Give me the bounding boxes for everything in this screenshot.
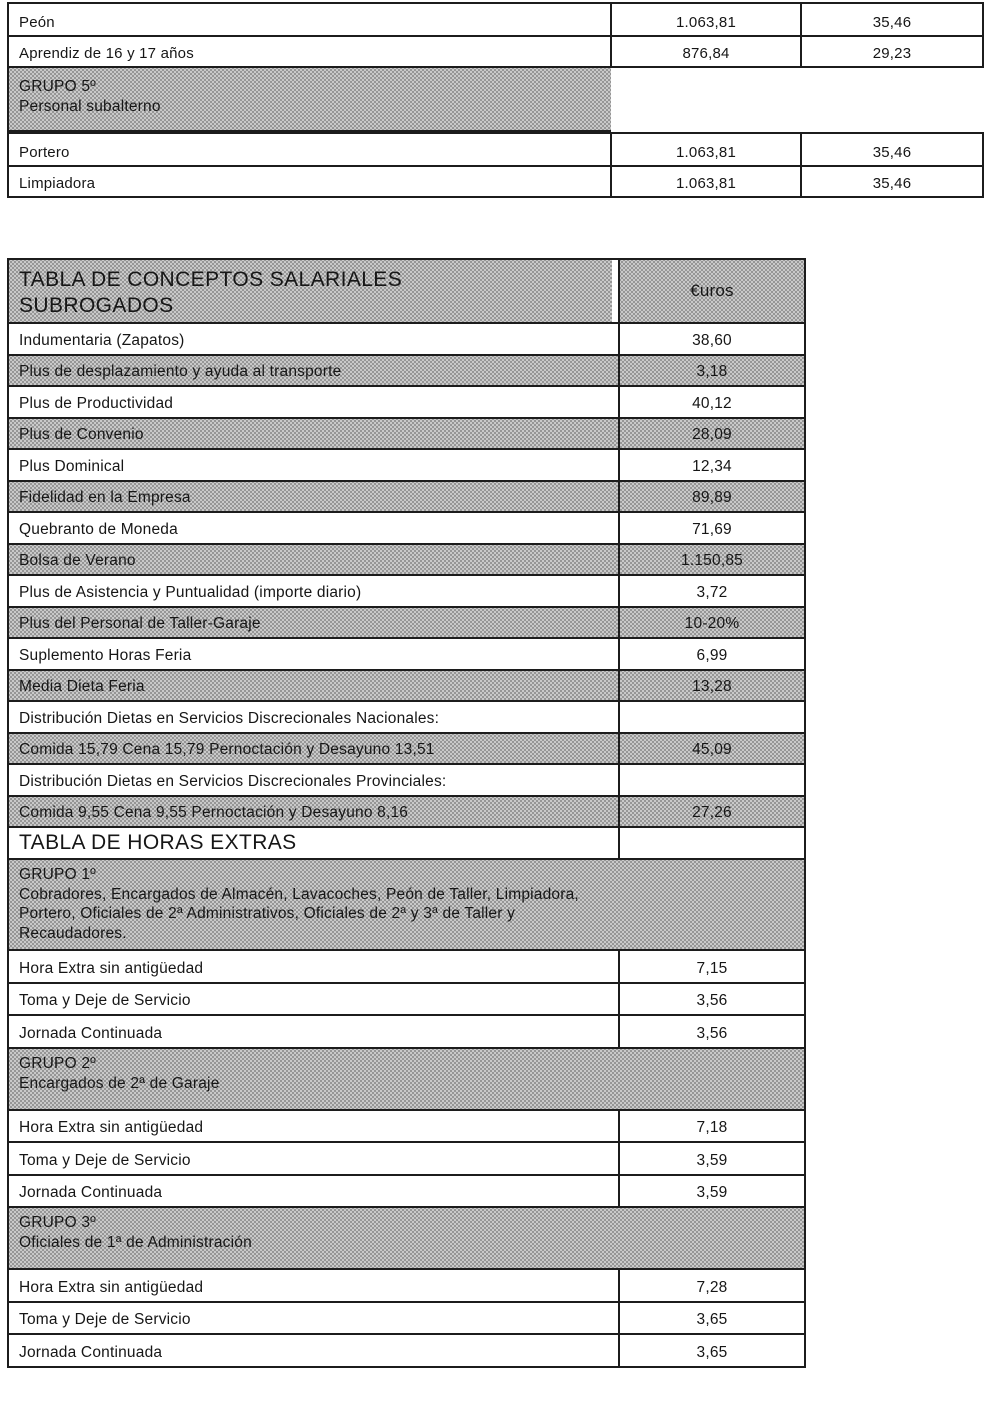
- euros-value-cell: 38,60: [618, 324, 804, 354]
- euros-value-cell: 89,89: [618, 482, 804, 512]
- concept-cell: Bolsa de Verano: [19, 552, 136, 569]
- euros-value-cell: 27,26: [618, 797, 804, 827]
- concept-cell: Comida 15,79 Cena 15,79 Pernoctación y Desayuno 13,51: [19, 741, 435, 758]
- daily-value-cell: 29,23: [800, 37, 982, 66]
- concept-cell: Peón: [19, 14, 55, 31]
- concept-cell: Suplemento Horas Feria: [19, 646, 192, 664]
- concept-cell: Toma y Deje de Servicio: [19, 1151, 191, 1169]
- concept-cell: Distribución Dietas en Servicios Discrecionales Provinciales:: [19, 772, 447, 790]
- table-row: [9, 448, 804, 480]
- conceptos-header-row: [9, 260, 804, 322]
- concept-cell: Comida 9,55 Cena 9,55 Pernoctación y Desayuno 8,16: [19, 804, 409, 821]
- table-row: [9, 511, 804, 543]
- table-row: [9, 795, 804, 827]
- euros-value-cell: 3,56: [618, 984, 804, 1015]
- euros-value-cell: 45,09: [618, 734, 804, 764]
- concept-cell: Fidelidad en la Empresa: [19, 489, 191, 506]
- concept-cell: Plus Dominical: [19, 457, 125, 475]
- table-row: [9, 1333, 804, 1366]
- concept-cell: Indumentaria (Zapatos): [19, 331, 185, 349]
- table-row: [9, 354, 804, 386]
- table-row: [9, 637, 804, 669]
- group-header-band: [9, 858, 804, 950]
- group-description: Oficiales de 1ª de Administración: [19, 1234, 252, 1251]
- table-row: [9, 949, 804, 982]
- table-row: [9, 134, 982, 165]
- euros-value-cell: 3,65: [618, 1335, 804, 1366]
- euros-value-cell: 3,59: [618, 1143, 804, 1174]
- concept-cell: Portero: [19, 144, 70, 161]
- concept-cell: Toma y Deje de Servicio: [19, 992, 191, 1009]
- daily-value-cell: 35,46: [800, 134, 982, 165]
- conceptos-header-title: TABLA DE CONCEPTOS SALARIALES SUBROGADOS: [19, 268, 403, 317]
- group-title: GRUPO 1º: [19, 865, 97, 883]
- table-row: [9, 1141, 804, 1174]
- table-row: [9, 763, 804, 795]
- table-row: [9, 732, 804, 764]
- euros-value-cell: 3,18: [618, 356, 804, 386]
- group-description: Encargados de 2ª de Garaje: [19, 1074, 220, 1092]
- euros-value-cell: 3,59: [618, 1176, 804, 1207]
- table-row: [9, 982, 804, 1015]
- monthly-value-cell: 876,84: [610, 37, 800, 66]
- euros-value-cell: [618, 828, 804, 858]
- table-row: [9, 1301, 804, 1334]
- euros-value-cell: 3,72: [618, 576, 804, 606]
- conceptos-table: [7, 258, 806, 1368]
- table-row: [9, 480, 804, 512]
- table-row: [9, 700, 804, 732]
- table-row: [9, 35, 982, 66]
- concept-cell: Jornada Continuada: [19, 1024, 163, 1042]
- group-title: GRUPO 3º: [19, 1214, 97, 1231]
- concept-cell: Jornada Continuada: [19, 1184, 163, 1201]
- table-row: [9, 4, 982, 35]
- table-row: [9, 1014, 804, 1047]
- table-row: [9, 165, 982, 196]
- table-row: [9, 322, 804, 354]
- concept-cell: Jornada Continuada: [19, 1343, 163, 1361]
- table-row: [9, 1174, 804, 1207]
- concept-cell: Plus de Productividad: [19, 394, 174, 412]
- euros-value-cell: 6,99: [618, 639, 804, 669]
- grupo5-band-cell: [7, 68, 611, 132]
- group-title: GRUPO 5º: [19, 78, 97, 95]
- grupo5-band: [7, 68, 984, 132]
- concept-cell: Hora Extra sin antigüedad: [19, 959, 204, 977]
- table-row: [9, 1109, 804, 1142]
- salary-table-top-rows: [7, 2, 984, 68]
- concept-cell: Toma y Deje de Servicio: [19, 1311, 191, 1328]
- monthly-value-cell: 1.063,81: [610, 134, 800, 165]
- euros-value-cell: 3,56: [618, 1016, 804, 1047]
- horas-extras-title-row: [9, 826, 804, 858]
- euros-value-cell: 28,09: [618, 419, 804, 449]
- table-row: [9, 385, 804, 417]
- group-subtitle: Personal subalterno: [19, 98, 161, 115]
- euros-value-cell: 3,65: [618, 1303, 804, 1334]
- concept-cell: Plus de desplazamiento y ayuda al transporte: [19, 363, 342, 380]
- concept-cell: Hora Extra sin antigüedad: [19, 1278, 204, 1296]
- monthly-value-cell: 1.063,81: [610, 167, 800, 196]
- euros-value-cell: 40,12: [618, 387, 804, 417]
- group-header-band: [9, 1206, 804, 1268]
- concept-cell: Plus de Convenio: [19, 426, 144, 443]
- salary-table-bottom-rows: [7, 132, 984, 198]
- table-row: [9, 417, 804, 449]
- euros-value-cell: 13,28: [618, 671, 804, 701]
- salary-table: [7, 2, 984, 198]
- euros-column-header: €uros: [618, 260, 804, 322]
- euros-value-cell: 7,28: [618, 1270, 804, 1301]
- euros-value-cell: 10-20%: [618, 608, 804, 638]
- concept-cell: Plus de Asistencia y Puntualidad (importe diario): [19, 583, 362, 601]
- table-row: [9, 669, 804, 701]
- euros-value-cell: [618, 765, 804, 795]
- euros-value-cell: 7,18: [618, 1111, 804, 1142]
- concept-cell: Distribución Dietas en Servicios Discrecionales Nacionales:: [19, 709, 440, 727]
- concept-cell: Quebranto de Moneda: [19, 520, 178, 538]
- concept-cell: Media Dieta Feria: [19, 678, 145, 695]
- monthly-value-cell: 1.063,81: [610, 4, 800, 35]
- horas-extras-groups: [9, 858, 804, 1366]
- group-description: Cobradores, Encargados de Almacén, Lavacoches, Peón de Taller, Limpiadora, Portero, Oficiales de 2ª Administrativos, Oficiales de 2ª y 3ª de Taller y Recaudadores.: [19, 885, 579, 942]
- table-row: [9, 1268, 804, 1301]
- concept-cell: Hora Extra sin antigüedad: [19, 1119, 204, 1136]
- group-header-band: [9, 1047, 804, 1109]
- concept-cell: Plus del Personal de Taller-Garaje: [19, 615, 261, 632]
- euros-value-cell: [618, 702, 804, 732]
- daily-value-cell: 35,46: [800, 4, 982, 35]
- euros-value-cell: 7,15: [618, 951, 804, 982]
- euros-value-cell: 71,69: [618, 513, 804, 543]
- table-row: [9, 543, 804, 575]
- table-row: [9, 606, 804, 638]
- conceptos-header-title-cell: [9, 260, 618, 322]
- euros-value-cell: 1.150,85: [618, 545, 804, 575]
- concept-cell: Limpiadora: [19, 175, 96, 192]
- daily-value-cell: 35,46: [800, 167, 982, 196]
- group-title: GRUPO 2º: [19, 1054, 97, 1072]
- horas-extras-title: TABLA DE HORAS EXTRAS: [19, 830, 297, 854]
- concept-cell: Aprendiz de 16 y 17 años: [19, 45, 194, 62]
- euros-value-cell: 12,34: [618, 450, 804, 480]
- table-row: [9, 574, 804, 606]
- conceptos-rows: [9, 322, 804, 826]
